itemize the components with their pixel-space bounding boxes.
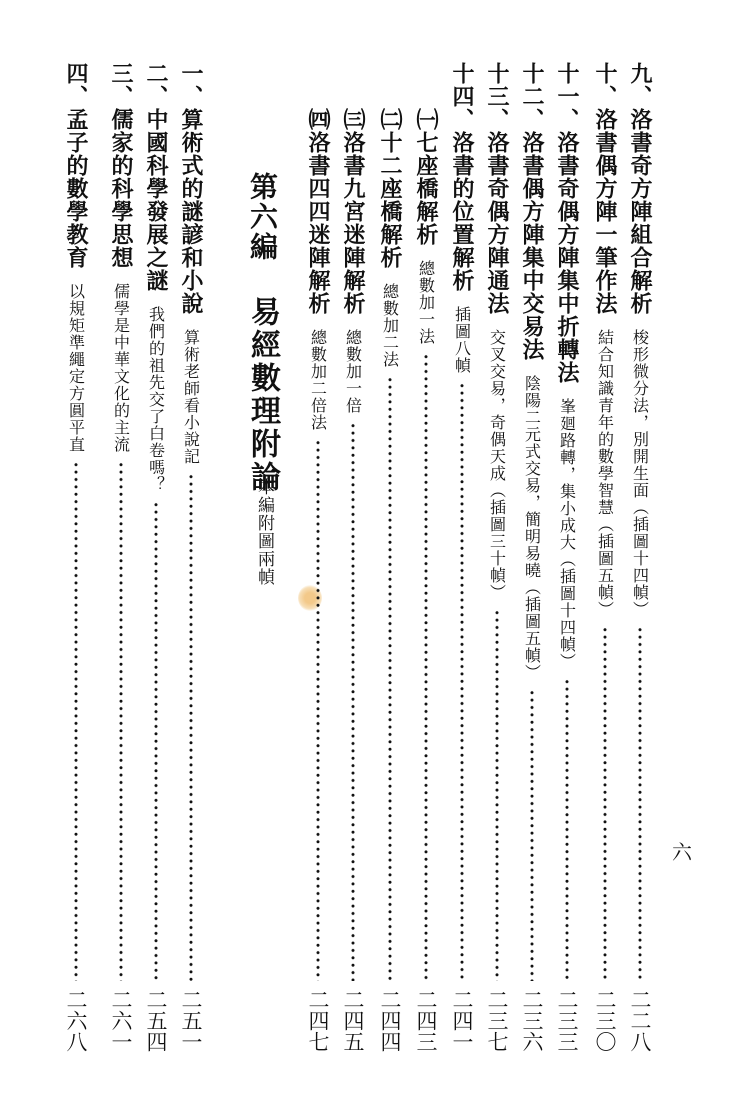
entry-page: 二四四 — [378, 989, 402, 1052]
toc-entry — [106, 62, 136, 1052]
dot-leader — [494, 609, 500, 981]
dot-leader — [423, 353, 429, 981]
entry-page: 二六八 — [64, 989, 88, 1052]
entry-page: 二五四 — [144, 989, 168, 1052]
toc-entry — [552, 62, 582, 1052]
dot-leader — [188, 473, 194, 981]
entry-page: 二三〇 — [593, 989, 617, 1052]
entry-page: 二六一 — [109, 989, 133, 1052]
entry-subtitle: 我們的祖先交了白卷嗎？ — [146, 306, 166, 493]
dot-leader — [315, 439, 321, 981]
part-name: 易經數理附論 — [245, 296, 280, 494]
entry-subtitle: 峯廻路轉，集小成大（插圖十四幀） — [557, 398, 577, 670]
dot-leader — [153, 501, 159, 981]
entry-subtitle: 總數加一倍 — [343, 329, 363, 414]
entry-page: 二四七 — [306, 989, 330, 1052]
entry-page: 二五一 — [179, 989, 203, 1052]
entry-title: ㈢洛書九宮迷陣解析 — [340, 108, 366, 315]
dot-leader — [387, 376, 393, 981]
toc-subentry — [303, 108, 333, 1052]
part-note: 本編附圖兩幀 — [254, 478, 274, 586]
entry-subtitle: 陰陽二元式交易，簡明易曉（插圖五幀） — [522, 375, 542, 681]
entry-title: 二、中國科學發展之謎 — [143, 62, 169, 292]
entry-page: 二三六 — [520, 989, 544, 1052]
dot-leader — [73, 461, 79, 981]
dot-leader — [602, 626, 608, 981]
dot-leader — [529, 689, 535, 981]
entry-title: 九、洛書奇方陣組合解析 — [627, 62, 653, 315]
part-heading — [240, 172, 284, 494]
entry-title: ㈡十二座橋解析 — [377, 108, 403, 269]
toc-entry — [590, 62, 620, 1052]
entry-subtitle: 交叉交易，奇偶天成（插圖三十幀） — [487, 329, 507, 601]
entry-title: 十四、洛書的位置解析 — [449, 62, 475, 292]
entry-title: 十二、洛書偶方陣集中交易法 — [519, 62, 545, 361]
entry-page: 二三三 — [555, 989, 579, 1052]
dot-leader — [564, 678, 570, 981]
entry-page: 二二八 — [628, 989, 652, 1052]
toc-entry — [61, 62, 91, 1052]
entry-title: 一、算術式的謎諺和小說 — [178, 62, 204, 315]
entry-subtitle: 以規矩準繩定方圓平直 — [66, 283, 86, 453]
entry-subtitle: 總數加二倍法 — [308, 329, 328, 431]
dot-leader — [350, 422, 356, 981]
toc-entry — [482, 62, 512, 1052]
entry-title: 三、儒家的科學思想 — [108, 62, 134, 269]
entry-title: 十、洛書偶方陣一筆作法 — [592, 62, 618, 315]
toc-entry — [625, 62, 655, 1052]
entry-page: 二四五 — [341, 989, 365, 1052]
entry-title: 十一、洛書奇偶方陣集中折轉法 — [554, 62, 580, 384]
entry-subtitle: 結合知識青年的數學智慧（插圖五幀） — [595, 329, 615, 618]
entry-title: ㈣洛書四四迷陣解析 — [305, 108, 331, 315]
entry-subtitle: 總數加一法 — [416, 260, 436, 345]
entry-page: 二四一 — [450, 989, 474, 1052]
part-number: 第六編 — [246, 172, 279, 262]
entry-page: 二四三 — [414, 989, 438, 1052]
entry-title: ㈠七座橋解析 — [413, 108, 439, 246]
entry-subtitle: 算術老師看小說記 — [181, 329, 201, 465]
entry-subtitle: 儒學是中華文化的主流 — [111, 283, 131, 453]
dot-leader — [637, 626, 643, 981]
entry-subtitle: 梭形微分法，別開生面（插圖十四幀） — [630, 329, 650, 618]
dot-leader — [459, 382, 465, 981]
toc-entry — [176, 62, 206, 1052]
entry-subtitle: 插圖八幀 — [452, 306, 472, 374]
toc-entry — [447, 62, 477, 1052]
entry-page: 二三七 — [485, 989, 509, 1052]
entry-title: 四、孟子的數學教育 — [63, 62, 89, 269]
page-number: 六 — [672, 840, 692, 864]
dot-leader — [118, 461, 124, 981]
toc-subentry — [375, 108, 405, 1052]
entry-subtitle: 總數加二法 — [380, 283, 400, 368]
toc-subentry — [338, 108, 368, 1052]
toc-subentry — [411, 108, 441, 1052]
entry-title: 十三、洛書奇偶方陣通法 — [484, 62, 510, 315]
toc-entry — [141, 62, 171, 1052]
toc-entry — [517, 62, 547, 1052]
